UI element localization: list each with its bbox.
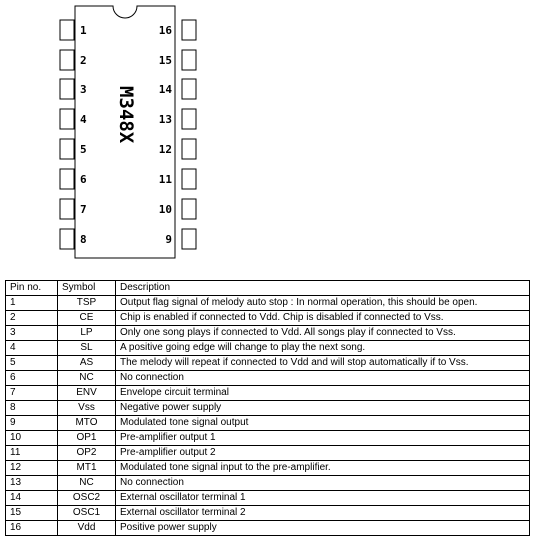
symbol-cell: OP2 xyxy=(58,446,116,461)
pin-number-left: 1 xyxy=(80,24,87,37)
symbol-cell: TSP xyxy=(58,296,116,311)
description-cell: Positive power supply xyxy=(116,521,530,536)
pin-right xyxy=(182,50,196,70)
description-cell: Envelope circuit terminal xyxy=(116,386,530,401)
pin-left xyxy=(60,229,74,249)
header-symbol: Symbol xyxy=(58,281,116,296)
header-pin-no: Pin no. xyxy=(6,281,58,296)
pin-cell: 16 xyxy=(6,521,58,536)
table-row xyxy=(6,326,530,341)
pin-number-right: 13 xyxy=(158,113,172,126)
pin-cell: 4 xyxy=(6,341,58,356)
symbol-cell: Vdd xyxy=(58,521,116,536)
pin-number-left: 6 xyxy=(80,173,87,186)
pin-right xyxy=(182,139,196,159)
description-cell: Output flag signal of melody auto stop : In normal operation, this should be open. xyxy=(116,296,530,311)
pin-cell: 5 xyxy=(6,356,58,371)
symbol-cell: LP xyxy=(58,326,116,341)
description-cell: Modulated tone signal input to the pre-amplifier. xyxy=(116,461,530,476)
symbol-cell: ENV xyxy=(58,386,116,401)
pin-right xyxy=(182,229,196,249)
pin-number-left: 5 xyxy=(80,143,87,156)
table-row xyxy=(6,311,530,326)
pin-number-right: 15 xyxy=(158,54,172,67)
pin-cell: 9 xyxy=(6,416,58,431)
symbol-cell: SL xyxy=(58,341,116,356)
pin-left xyxy=(60,139,74,159)
pin-number-left: 4 xyxy=(80,113,87,126)
chip-label: M348X xyxy=(115,86,137,144)
pin-right xyxy=(182,199,196,219)
pin-cell: 15 xyxy=(6,506,58,521)
symbol-cell: AS xyxy=(58,356,116,371)
description-cell: Modulated tone signal output xyxy=(116,416,530,431)
pin-cell: 2 xyxy=(6,311,58,326)
pin-cell: 12 xyxy=(6,461,58,476)
symbol-cell: OSC1 xyxy=(58,506,116,521)
description-cell: No connection xyxy=(116,476,530,491)
symbol-cell: MT1 xyxy=(58,461,116,476)
table-row xyxy=(6,491,530,506)
table-row xyxy=(6,416,530,431)
pin-number-right: 14 xyxy=(158,83,172,96)
pin-cell: 1 xyxy=(6,296,58,311)
pin-number-left: 7 xyxy=(80,203,87,216)
description-cell: Pre-amplifier output 1 xyxy=(116,431,530,446)
pin-number-right: 12 xyxy=(158,143,172,156)
description-cell: Pre-amplifier output 2 xyxy=(116,446,530,461)
symbol-cell: OP1 xyxy=(58,431,116,446)
table-row xyxy=(6,431,530,446)
table-row xyxy=(6,356,530,371)
symbol-cell: MTO xyxy=(58,416,116,431)
table-row xyxy=(6,341,530,356)
symbol-cell: CE xyxy=(58,311,116,326)
description-cell: Negative power supply xyxy=(116,401,530,416)
table-row xyxy=(6,401,530,416)
ic-package-diagram xyxy=(0,0,536,270)
pin-number-right: 9 xyxy=(165,233,172,246)
symbol-cell: NC xyxy=(58,371,116,386)
pin-number-left: 3 xyxy=(80,83,87,96)
symbol-cell: OSC2 xyxy=(58,491,116,506)
pin-number-left: 2 xyxy=(80,54,87,67)
pin-description-table xyxy=(5,280,530,536)
description-cell: The melody will repeat if connected to Vdd and will stop automatically if to Vss. xyxy=(116,356,530,371)
pin-number-left: 8 xyxy=(80,233,87,246)
description-cell: No connection xyxy=(116,371,530,386)
table-row xyxy=(6,521,530,536)
description-cell: Only one song plays if connected to Vdd. All songs play if connected to Vss. xyxy=(116,326,530,341)
pin-left xyxy=(60,20,74,40)
pin-right xyxy=(182,79,196,99)
pin-cell: 3 xyxy=(6,326,58,341)
table-row xyxy=(6,371,530,386)
table-row xyxy=(6,386,530,401)
pin-left xyxy=(60,169,74,189)
pin-number-right: 11 xyxy=(158,173,172,186)
description-cell: External oscillator terminal 1 xyxy=(116,491,530,506)
pin-number-right: 10 xyxy=(158,203,172,216)
symbol-cell: Vss xyxy=(58,401,116,416)
table-row xyxy=(6,461,530,476)
pin-cell: 10 xyxy=(6,431,58,446)
pin-right xyxy=(182,20,196,40)
symbol-cell: NC xyxy=(58,476,116,491)
description-cell: External oscillator terminal 2 xyxy=(116,506,530,521)
table-row xyxy=(6,446,530,461)
pin-left xyxy=(60,109,74,129)
pin-right xyxy=(182,169,196,189)
table-row xyxy=(6,506,530,521)
pin-cell: 7 xyxy=(6,386,58,401)
pin-cell: 11 xyxy=(6,446,58,461)
table-header-row xyxy=(6,281,530,296)
pin-cell: 13 xyxy=(6,476,58,491)
pin-cell: 14 xyxy=(6,491,58,506)
description-cell: Chip is enabled if connected to Vdd. Chip is disabled if connected to Vss. xyxy=(116,311,530,326)
pin-cell: 6 xyxy=(6,371,58,386)
pin-number-right: 16 xyxy=(158,24,172,37)
pin-left xyxy=(60,50,74,70)
pin-left xyxy=(60,79,74,99)
header-description: Description xyxy=(116,281,530,296)
pin-cell: 8 xyxy=(6,401,58,416)
table-row xyxy=(6,296,530,311)
description-cell: A positive going edge will change to play the next song. xyxy=(116,341,530,356)
pin-left xyxy=(60,199,74,219)
table-row xyxy=(6,476,530,491)
pin-right xyxy=(182,109,196,129)
